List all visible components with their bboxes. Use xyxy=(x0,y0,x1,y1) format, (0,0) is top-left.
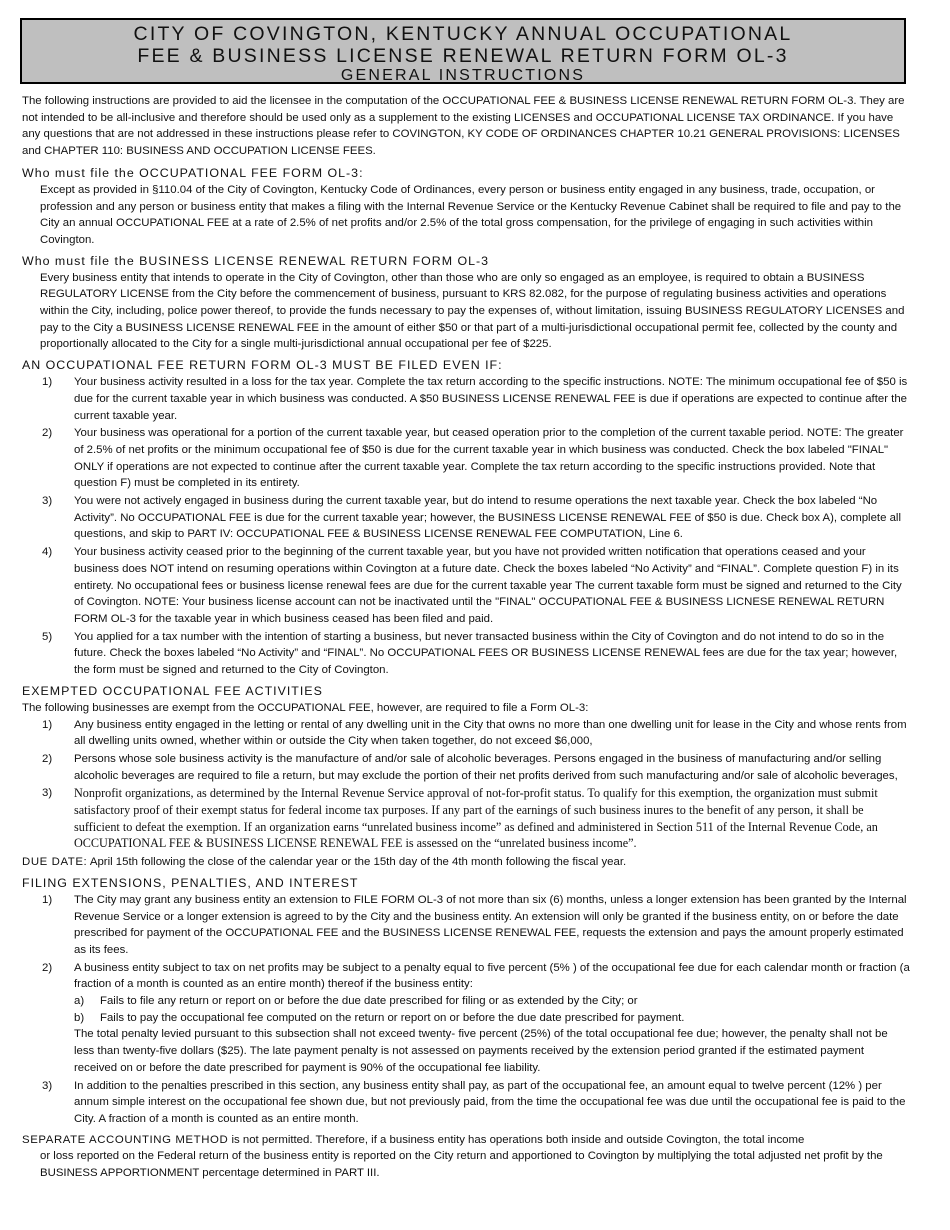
sub-item xyxy=(74,993,910,1010)
list-item xyxy=(22,374,910,424)
item-number: 3) xyxy=(42,1079,53,1092)
title-line-1: CITY OF COVINGTON, KENTUCKY ANNUAL OCCUPATIONAL xyxy=(133,23,793,45)
title-line-3: GENERAL INSTRUCTIONS xyxy=(340,67,586,84)
list-item xyxy=(22,717,910,750)
who-must-file-business-text: Every business entity that intends to operate in the City of Covington, other than those who are only so engaged as an employee, is required to obtain a BUSINESS REGULATORY LICENSE from the City before the commencement of business, pursuant to KRS 82.082, for the purpose of regulating business activities and operations within the City, including, police power thereof, to provide the funds necessary to pay the expenses of, without limitation, issuing BUSINESS REGULATORY LICENSES and pay to the City a BUSINESS LICENSE RENEWAL FEE in the amount of either $50 or that part of a multi-jurisdictional occupational permit fee, collected by the county and proportionally allocated to the City for a single multi-jurisdictional annual occupational per fee of $225. xyxy=(40,271,905,351)
list-item xyxy=(22,1078,910,1128)
who-must-file-occupational-heading: Who must file the OCCUPATIONAL FEE FORM OL-3: xyxy=(22,165,364,180)
who-must-file-occupational-text: Except as provided in §110.04 of the City of Covington, Kentucky Code of Ordinances, every person or business entity engaged in any business, trade, occupation, or profession and any person or business entity that makes a filing with the Internal Revenue Service or the Kentucky Revenue Cabinet shall be required to file and pay to the City an annual OCCUPATIONAL FEE at a rate of 2.5% of net profits and/or 2.5% of the total gross compensation, for the privilege of engaging in such activities within Covington. xyxy=(40,183,902,246)
exempted-intro: The following businesses are exempt from the OCCUPATIONAL FEE, however, are required to file a Form OL-3: xyxy=(22,701,589,714)
form-title-banner xyxy=(20,18,906,84)
list-item xyxy=(22,960,910,1077)
item-text: Nonprofit organizations, as determined by the Internal Revenue Service approval of not-for-profit status. To qualify for this exemption, the organization must submit satisfactory proof of their exempt status for federal income tax purposes. If any part of the earnings of such business inures to the benefit of any person, it shall be sufficient to defeat the exemption. If an organization earns “unrelated business income” as defined and administered in Section 511 of the Internal Revenue Code, an OCCUPATIONAL FEE & BUSINESS LICENSE RENEWAL FEE is assessed on the “unrelated business income”. xyxy=(74,786,878,851)
filing-list xyxy=(22,892,910,1128)
sub-item xyxy=(74,1010,910,1027)
separate-accounting-continuation: or loss reported on the Federal return of the business entity is reported on the City return and apportioned to Covington by multiplying the total adjusted net profit by the BUSINESS APPORTIONMENT percentage determined in PART III. xyxy=(40,1150,883,1180)
title-line-2: FEE & BUSINESS LICENSE RENEWAL RETURN FORM OL-3 xyxy=(137,45,789,67)
item-number: 3) xyxy=(42,495,53,508)
item-number: 5) xyxy=(42,630,53,643)
item-text: Your business activity resulted in a loss for the tax year. Complete the tax return according to the specific instructions. NOTE: The minimum occupational fee of $50 is due for the current taxable year in which business was conducted. A $50 BUSINESS LICENSE RENEWAL FEE is due if operations are expected to continue after the current taxable year. xyxy=(74,376,908,422)
item-number: 1) xyxy=(42,893,53,906)
list-item xyxy=(22,493,910,543)
item-number: 2) xyxy=(42,752,53,765)
item-text: You were not actively engaged in business during the current taxable year, but do intend to resume operations the next taxable year. Check the box labeled “No Activity”. No OCCUPATIONAL FEE is due for the current taxable year; however, the BUSINESS LICENSE RENEWAL FEE of $50 is due. Check box A), complete all questions, and skip to PART IV: OCCUPATIONAL FEE & BUSINESS LICENSE RENEWAL FEE COMPUTATION, Line 6. xyxy=(74,495,901,541)
item-number: 1) xyxy=(42,718,53,731)
must-be-filed-list xyxy=(22,374,910,679)
due-date-label: DUE DATE: xyxy=(22,856,88,869)
sub-item-letter: b) xyxy=(74,1011,85,1024)
intro-paragraph: The following instructions are provided to aid the licensee in the computation of the OCCUPATIONAL FEE & BUSINESS LICENSE RENEWAL RETURN FORM OL-3. They are not intended to be all-inclusive and therefore should be used only as a supplement to the existing LICENSES and OCCUPATIONAL LICENSE TAX ORDINANCE. If you have any questions that are not addressed in these instructions please refer to COVINGTON, KY CODE OF ORDINANCES CHAPTER 10.21 GENERAL PROVISIONS: LICENSES and CHAPTER 110: BUSINESS AND OCCUPATION LICENSE FEES. xyxy=(22,95,905,158)
item-number: 2) xyxy=(42,961,53,974)
who-must-file-business-heading: Who must file the BUSINESS LICENSE RENEWAL RETURN FORM OL-3 xyxy=(22,253,490,268)
exempted-activities-heading: EXEMPTED OCCUPATIONAL FEE ACTIVITIES xyxy=(22,683,323,698)
item-text: Your business was operational for a portion of the current taxable year, but ceased operation prior to the completion of the current taxable period. NOTE: The greater of 2.5% of net profits or the minimum occupational fee of $50 is due for the current taxable year in which business was conducted. Check the box labeled "FINAL" ONLY if operations are not expected to continue after the current taxable year. Complete the tax return according to the specific instructions provided. Note that question F) must be completed in its entirety. xyxy=(74,427,904,490)
item-number: 1) xyxy=(42,376,53,389)
item-text: Persons whose sole business activity is the manufacture of and/or sale of alcoholic beverages. Persons engaged in the business of manufacturing and/or selling alcoholic beverages are required to file a return, but may exclude the portion of their net profits derived from such manufacturing and/or sale of alcoholic beverages, xyxy=(74,752,898,782)
due-date-text: April 15th following the close of the calendar year or the 15th day of the 4th month following the fiscal year. xyxy=(87,856,627,869)
item-text: The City may grant any business entity an extension to FILE FORM OL-3 of not more than six (6) months, unless a longer extension has been granted by the Internal Revenue Service or a longer extension is agreed to by the City and the business entity. An extension will only be granted if the business entity, on or before the date prescribed for payment of the OCCUPATIONAL FEE and the BUSINESS LICENSE RENEWAL FEE, requests the extension and pays the amount properly estimated as its fees. xyxy=(74,893,907,956)
item-text: You applied for a tax number with the intention of starting a business, but never transacted business within the City of Covington and do not intend to do so in the future. Check the boxes labeled “No Activity” and “FINAL”. No OCCUPATIONAL FEES OR BUSINESS LICENSE RENEWAL fees are due for the tax year; however, the form must be signed and returned to the City of Covington. xyxy=(74,630,898,677)
sub-item-text: Fails to file any return or report on or before the due date prescribed for filing or as extended by the City; or xyxy=(100,995,638,1008)
item-number: 3) xyxy=(42,787,53,800)
item-body xyxy=(74,960,910,1077)
separate-accounting-paragraph xyxy=(22,1132,910,1149)
exempted-list xyxy=(22,717,910,853)
must-be-filed-heading: AN OCCUPATIONAL FEE RETURN FORM OL-3 MUST BE FILED EVEN IF: xyxy=(22,358,503,373)
list-item xyxy=(22,544,910,628)
separate-accounting-text: is not permitted. Therefore, if a business entity has operations both inside and outside Covington, the total income xyxy=(228,1133,805,1146)
instructions-body xyxy=(22,93,910,1182)
list-item xyxy=(22,892,910,959)
list-item xyxy=(22,751,910,784)
penalty-limits-text: The total penalty levied pursuant to this subsection shall not exceed twenty- five percent (25%) of the total occupational fee due; however, the penalty shall not be less than twenty-five dollars ($25). The late payment penalty is not assessed on payments received by the extension period granted if the estimated payment received on or before the date prescribed for payment is 90% of the occupational fee liability. xyxy=(74,1028,888,1074)
item-number: 4) xyxy=(42,546,53,559)
list-item xyxy=(22,425,910,492)
sub-item-text: Fails to pay the occupational fee computed on the return or report on or before the due date prescribed for payment. xyxy=(100,1011,685,1024)
item-text: Any business entity engaged in the letting or rental of any dwelling unit in the City that owns no more than one dwelling unit for lease in the City and whose rents from all dwelling units owned, whether within or outside the City when taken together, do not exceed $6,000, xyxy=(74,718,907,748)
separate-accounting-label: SEPARATE ACCOUNTING METHOD xyxy=(22,1133,229,1146)
due-date-paragraph xyxy=(22,854,910,871)
item-number: 2) xyxy=(42,427,53,440)
filing-extensions-heading: FILING EXTENSIONS, PENALTIES, AND INTEREST xyxy=(22,875,359,890)
list-item xyxy=(22,785,910,852)
list-item xyxy=(22,629,910,679)
item-text: In addition to the penalties prescribed in this section, any business entity shall pay, as part of the occupational fee, an amount equal to twelve percent (12% ) per annum simple interest on the occupational fee shown due, but not previously paid, from the time the occupational fee was due until the occupational fee is paid to the City. A fraction of a month is counted as an entire month. xyxy=(74,1079,906,1125)
item-text: Your business activity ceased prior to the beginning of the current taxable year, but you have not provided written notification that operations ceased and your business does NOT intend on resuming operations within Covington at a future date. Check the boxes labeled “No Activity” and “FINAL”. Complete question F) in its entirety. No occupational fees or business license renewal fees are due for the current taxable year The current taxable form must be signed and returned to the City of Covington. NOTE: Your business license account can not be inactivated until the "FINAL" OCCUPATIONAL FEE & BUSINESS LICNESE RENEWAL RETURN FORM OL-3 for the taxable year in which business ceased has been filed and paid. xyxy=(74,546,902,625)
item-text: A business entity subject to tax on net profits may be subject to a penalty equal to five percent (5% ) of the occupational fee due for each calendar month or fraction (a fraction of a month is counted as an entire month) thereof if the business entity: xyxy=(74,961,910,991)
sub-item-letter: a) xyxy=(74,995,85,1008)
